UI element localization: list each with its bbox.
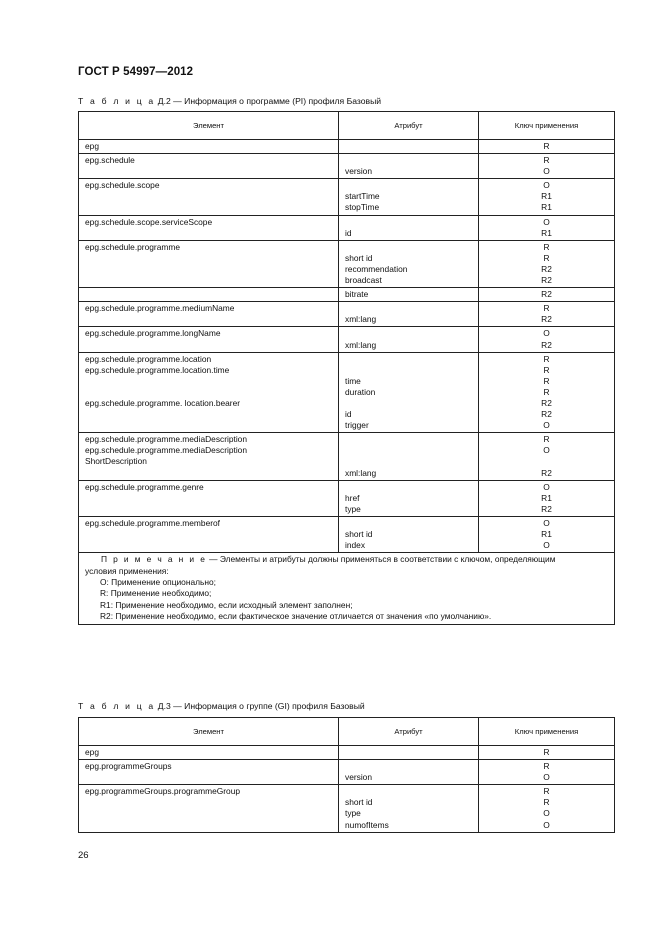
attribute-cell xyxy=(339,746,479,760)
element-cell xyxy=(79,746,339,760)
key-cell xyxy=(479,154,615,179)
key-cell xyxy=(479,785,615,832)
key-cell xyxy=(479,215,615,240)
key-line: O xyxy=(543,808,550,819)
element-line: epg.schedule.programme.memberof xyxy=(85,517,220,528)
key-line: R2 xyxy=(541,339,552,350)
attribute-line: trigger xyxy=(345,420,369,431)
element-line: epg.schedule.scope xyxy=(85,180,160,191)
table-row xyxy=(79,746,615,760)
element-cell xyxy=(79,785,339,832)
attribute-line: short id xyxy=(345,529,373,539)
key-line: R xyxy=(543,364,550,375)
attribute-cell xyxy=(339,240,479,287)
attribute-line: short id xyxy=(345,797,373,808)
element-line: epg xyxy=(85,141,99,151)
element-line: epg.schedule.programme.mediumName xyxy=(85,303,235,314)
attribute-cell xyxy=(339,327,479,352)
attribute-line: short id xyxy=(345,252,373,263)
attribute-line: index xyxy=(345,540,366,551)
attribute-line: broadcast xyxy=(345,275,382,286)
attribute-line xyxy=(345,303,472,314)
attribute-line: version xyxy=(345,166,372,177)
note-intro xyxy=(85,554,608,565)
element-line: epg.schedule.programme.location.time xyxy=(85,364,230,375)
key-line: R2 xyxy=(541,289,552,300)
table-header-row xyxy=(79,112,615,140)
attribute-line xyxy=(345,354,472,365)
note-item: R2: Применение необходимо, если фактическое значение отличается от значения «по умолчанию». xyxy=(100,611,492,622)
key-line: R1 xyxy=(541,202,552,213)
key-line: O xyxy=(543,772,550,783)
attribute-line xyxy=(345,398,472,409)
attribute-cell xyxy=(339,215,479,240)
element-cell xyxy=(79,240,339,287)
key-line: R1 xyxy=(541,191,552,202)
key-line: O xyxy=(543,180,550,191)
key-cell xyxy=(479,302,615,327)
element-line: epg.schedule.programme.mediaDescription xyxy=(85,434,247,445)
key-line: R xyxy=(543,141,550,151)
attribute-line: stopTime xyxy=(345,202,380,213)
key-cell xyxy=(479,760,615,785)
page-number: 26 xyxy=(78,850,89,861)
element-line: epg xyxy=(85,747,99,757)
key-line: R xyxy=(543,241,550,252)
key-line: O xyxy=(543,445,550,456)
table-row xyxy=(79,760,615,785)
document-header: ГОСТ Р 54997—2012 xyxy=(78,66,194,78)
table-row xyxy=(79,352,615,433)
table-row xyxy=(79,480,615,516)
key-line: O xyxy=(543,819,550,830)
element-cell xyxy=(79,215,339,240)
attribute-line: numofItems xyxy=(345,819,389,830)
key-line: R xyxy=(543,375,550,386)
element-line: epg.schedule xyxy=(85,155,135,166)
key-line: R xyxy=(543,786,550,797)
attribute-line xyxy=(345,155,472,166)
element-cell xyxy=(79,179,339,215)
attribute-line: type xyxy=(345,503,361,514)
attribute-line: type xyxy=(345,808,361,819)
key-line: O xyxy=(543,517,550,528)
note-label: П р и м е ч а н и е xyxy=(101,554,207,565)
attribute-line: bitrate xyxy=(345,289,369,300)
element-cell xyxy=(79,433,339,480)
attribute-line xyxy=(345,434,472,445)
column-header-attribute: Атрибут xyxy=(339,112,479,140)
key-cell xyxy=(479,327,615,352)
caption-text: Д.3 — Информация о группе (GI) профиля Базовый xyxy=(155,701,365,711)
table-note xyxy=(79,553,615,624)
element-cell xyxy=(79,140,339,154)
element-line: ShortDescription xyxy=(85,456,147,467)
key-line: R1 xyxy=(541,529,552,539)
element-cell xyxy=(79,302,339,327)
element-cell xyxy=(79,327,339,352)
table-d2-caption xyxy=(78,96,381,106)
key-line: R xyxy=(543,797,550,808)
key-line: R2 xyxy=(541,503,552,514)
key-cell xyxy=(479,352,615,433)
column-header-key: Ключ применения xyxy=(479,718,615,746)
attribute-line: version xyxy=(345,772,372,783)
key-line: R xyxy=(543,303,550,314)
table-d2 xyxy=(78,111,615,625)
key-line: R xyxy=(543,155,550,166)
key-line: R xyxy=(543,434,550,445)
key-line: R1 xyxy=(541,492,552,503)
attribute-line: id xyxy=(345,227,352,238)
attribute-cell xyxy=(339,516,479,552)
key-cell xyxy=(479,288,615,302)
attribute-cell xyxy=(339,480,479,516)
element-line xyxy=(85,376,332,387)
note-text: — Элементы и атрибуты должны применяться в соответствии с ключом, определяющим xyxy=(206,554,556,565)
note-text-continued: условия применения: xyxy=(85,565,169,576)
key-line xyxy=(485,456,608,467)
attribute-cell xyxy=(339,154,479,179)
element-line: epg.schedule.programme.mediaDescription xyxy=(85,445,247,456)
table-row xyxy=(79,785,615,832)
element-cell xyxy=(79,352,339,433)
attribute-line: xml:lang xyxy=(345,467,377,478)
table-d3-caption xyxy=(78,701,365,711)
attribute-line xyxy=(345,365,472,376)
attribute-line xyxy=(345,328,472,339)
key-line: O xyxy=(543,420,550,431)
element-cell xyxy=(79,154,339,179)
attribute-line: duration xyxy=(345,386,376,397)
key-line: O xyxy=(543,481,550,492)
element-cell xyxy=(79,760,339,785)
table-row xyxy=(79,215,615,240)
key-line: R2 xyxy=(541,397,552,408)
attribute-cell xyxy=(339,302,479,327)
attribute-cell xyxy=(339,140,479,154)
table-row xyxy=(79,327,615,352)
column-header-element: Элемент xyxy=(79,112,339,140)
attribute-line: id xyxy=(345,409,352,420)
attribute-cell xyxy=(339,433,479,480)
element-line: epg.schedule.programme.location xyxy=(85,353,212,364)
key-line: O xyxy=(543,328,550,339)
element-cell xyxy=(79,480,339,516)
element-cell xyxy=(79,516,339,552)
attribute-line: recommendation xyxy=(345,263,408,274)
element-line: epg.schedule.scope.serviceScope xyxy=(85,216,213,227)
attribute-line xyxy=(345,518,472,529)
attribute-cell xyxy=(339,352,479,433)
key-line: R xyxy=(543,353,550,364)
table-row xyxy=(79,154,615,179)
attribute-line xyxy=(345,445,472,456)
attribute-line xyxy=(345,180,472,191)
attribute-line xyxy=(345,217,472,228)
attribute-line xyxy=(345,242,472,253)
table-d3-body xyxy=(79,746,615,833)
table-row xyxy=(79,240,615,287)
caption-prefix: Т а б л и ц а xyxy=(78,96,156,106)
table-note-row xyxy=(79,553,615,624)
key-line: R xyxy=(543,747,550,757)
table-d2-body xyxy=(79,140,615,553)
key-cell xyxy=(479,179,615,215)
attribute-line xyxy=(345,456,472,467)
key-line: R2 xyxy=(541,409,552,420)
attribute-cell xyxy=(339,288,479,302)
table-row xyxy=(79,288,615,302)
attribute-line: startTime xyxy=(345,191,380,202)
element-line: epg.schedule.programme. location.bearer xyxy=(85,397,241,408)
attribute-line: time xyxy=(345,375,361,386)
table-row xyxy=(79,433,615,480)
attribute-line: href xyxy=(345,492,360,503)
column-header-attribute: Атрибут xyxy=(339,718,479,746)
key-line: R2 xyxy=(541,467,552,478)
attribute-cell xyxy=(339,179,479,215)
key-line: O xyxy=(543,166,550,177)
key-line: R xyxy=(543,386,550,397)
attribute-cell xyxy=(339,785,479,832)
caption-prefix: Т а б л и ц а xyxy=(78,701,156,711)
element-line: epg.schedule.programme.longName xyxy=(85,328,221,339)
table-row xyxy=(79,302,615,327)
element-line: epg.programmeGroups.programmeGroup xyxy=(85,786,241,797)
note-item: R1: Применение необходимо, если исходный элемент заполнен; xyxy=(100,599,353,610)
table-row xyxy=(79,516,615,552)
table-row xyxy=(79,140,615,154)
attribute-line xyxy=(345,786,472,797)
key-line: O xyxy=(543,540,550,551)
column-header-key: Ключ применения xyxy=(479,112,615,140)
key-line: O xyxy=(543,216,550,227)
element-line: epg.schedule.programme.genre xyxy=(85,481,204,492)
key-line: R1 xyxy=(541,227,552,238)
column-header-element: Элемент xyxy=(79,718,339,746)
element-cell xyxy=(79,288,339,302)
attribute-line xyxy=(345,482,472,493)
caption-text: Д.2 — Информация о программе (PI) профиля Базовый xyxy=(155,96,382,106)
attribute-cell xyxy=(339,760,479,785)
table-header-row xyxy=(79,718,615,746)
key-cell xyxy=(479,240,615,287)
attribute-line xyxy=(345,761,472,772)
element-line: epg.schedule.programme xyxy=(85,241,180,252)
attribute-line: xml:lang xyxy=(345,339,377,350)
key-line: R2 xyxy=(541,275,552,286)
element-line xyxy=(85,387,332,398)
key-line: R xyxy=(543,252,550,263)
note-item: O: Применение опционально; xyxy=(100,577,216,587)
table-d3 xyxy=(78,717,615,833)
key-line: R2 xyxy=(541,263,552,274)
key-cell xyxy=(479,140,615,154)
key-cell xyxy=(479,746,615,760)
attribute-line: xml:lang xyxy=(345,314,377,325)
element-line xyxy=(85,289,332,300)
table-row xyxy=(79,179,615,215)
key-line: R2 xyxy=(541,314,552,325)
key-line: R xyxy=(543,761,550,772)
key-cell xyxy=(479,516,615,552)
key-cell xyxy=(479,433,615,480)
note-item: R: Применение необходимо; xyxy=(100,588,212,599)
key-cell xyxy=(479,480,615,516)
element-line: epg.programmeGroups xyxy=(85,761,172,772)
